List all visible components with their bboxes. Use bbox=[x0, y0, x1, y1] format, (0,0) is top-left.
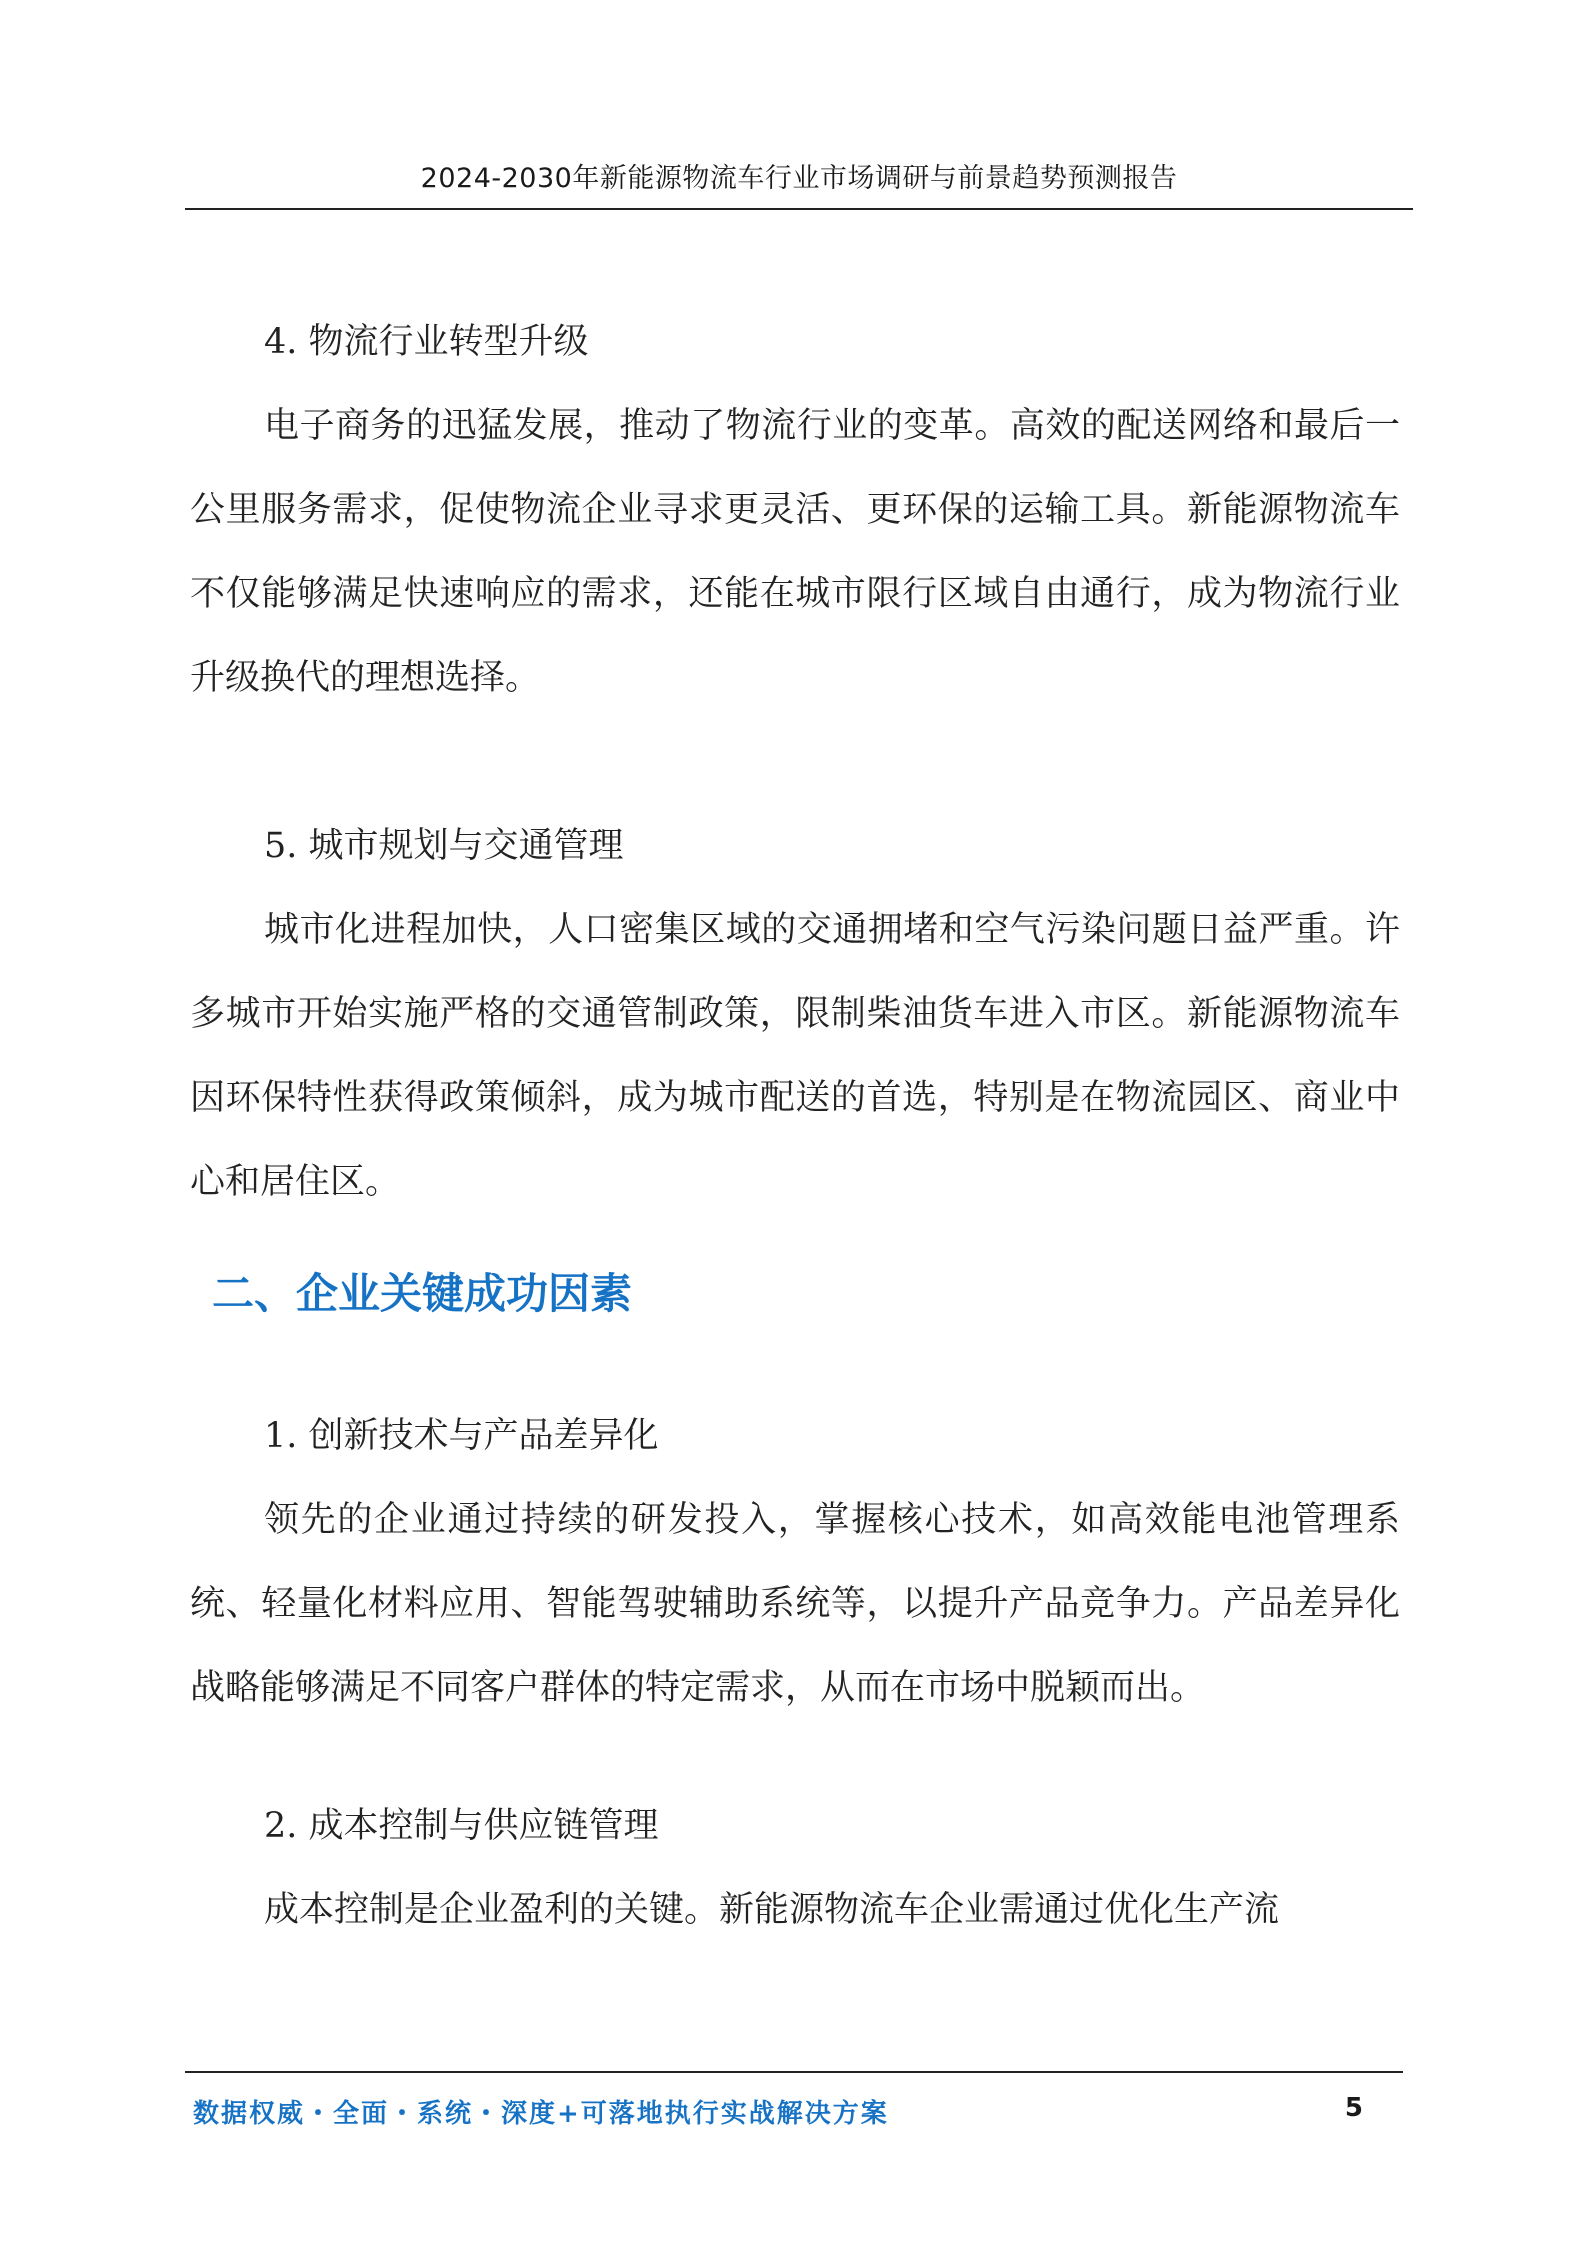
spacer bbox=[190, 720, 1400, 804]
section-heading-key-success-factors: 二、企业关键成功因素 bbox=[212, 1269, 633, 1318]
subheading-cost-control: 2. 成本控制与供应链管理 bbox=[264, 1806, 659, 1846]
paragraph-urban-planning: 城市化进程加快，人口密集区域的交通拥堵和空气污染问题日益严重。许多城市开始实施严格的交通管制政策，限制柴油货车进入市区。新能源物流车因环保特性获得政策倾斜，成为城市配送的首选，特别是在物流园区、商业中心和居住区。 bbox=[190, 910, 1400, 1202]
page-footer bbox=[185, 2071, 1403, 2133]
page-header bbox=[185, 160, 1413, 210]
subheading-logistics-upgrade: 4. 物流行业转型升级 bbox=[264, 322, 589, 362]
footer-slogan: 数据权威・全面・系统・深度+可落地执行实战解决方案 bbox=[193, 2099, 889, 2129]
report-title: 2024-2030年新能源物流车行业市场调研与前景趋势预测报告 bbox=[420, 163, 1178, 194]
paragraph-logistics-upgrade: 电子商务的迅猛发展，推动了物流行业的变革。高效的配送网络和最后一公里服务需求，促使物流企业寻求更灵活、更环保的运输工具。新能源物流车不仅能够满足快速响应的需求，还能在城市限行区域自由通行，成为物流行业升级换代的理想选择。 bbox=[190, 406, 1400, 698]
subheading-urban-planning: 5. 城市规划与交通管理 bbox=[264, 826, 624, 866]
paragraph-cost-control: 成本控制是企业盈利的关键。新能源物流车企业需通过优化生产流 bbox=[264, 1890, 1280, 1930]
spacer bbox=[190, 1730, 1400, 1784]
subheading-innovation: 1. 创新技术与产品差异化 bbox=[264, 1416, 659, 1456]
page-number: 5 bbox=[1344, 2093, 1363, 2123]
page-content bbox=[190, 300, 1400, 1952]
paragraph-innovation: 领先的企业通过持续的研发投入，掌握核心技术，如高效能电池管理系统、轻量化材料应用、智能驾驶辅助系统等，以提升产品竞争力。产品差异化战略能够满足不同客户群体的特定需求，从而在市场中脱颖而出。 bbox=[190, 1500, 1400, 1708]
